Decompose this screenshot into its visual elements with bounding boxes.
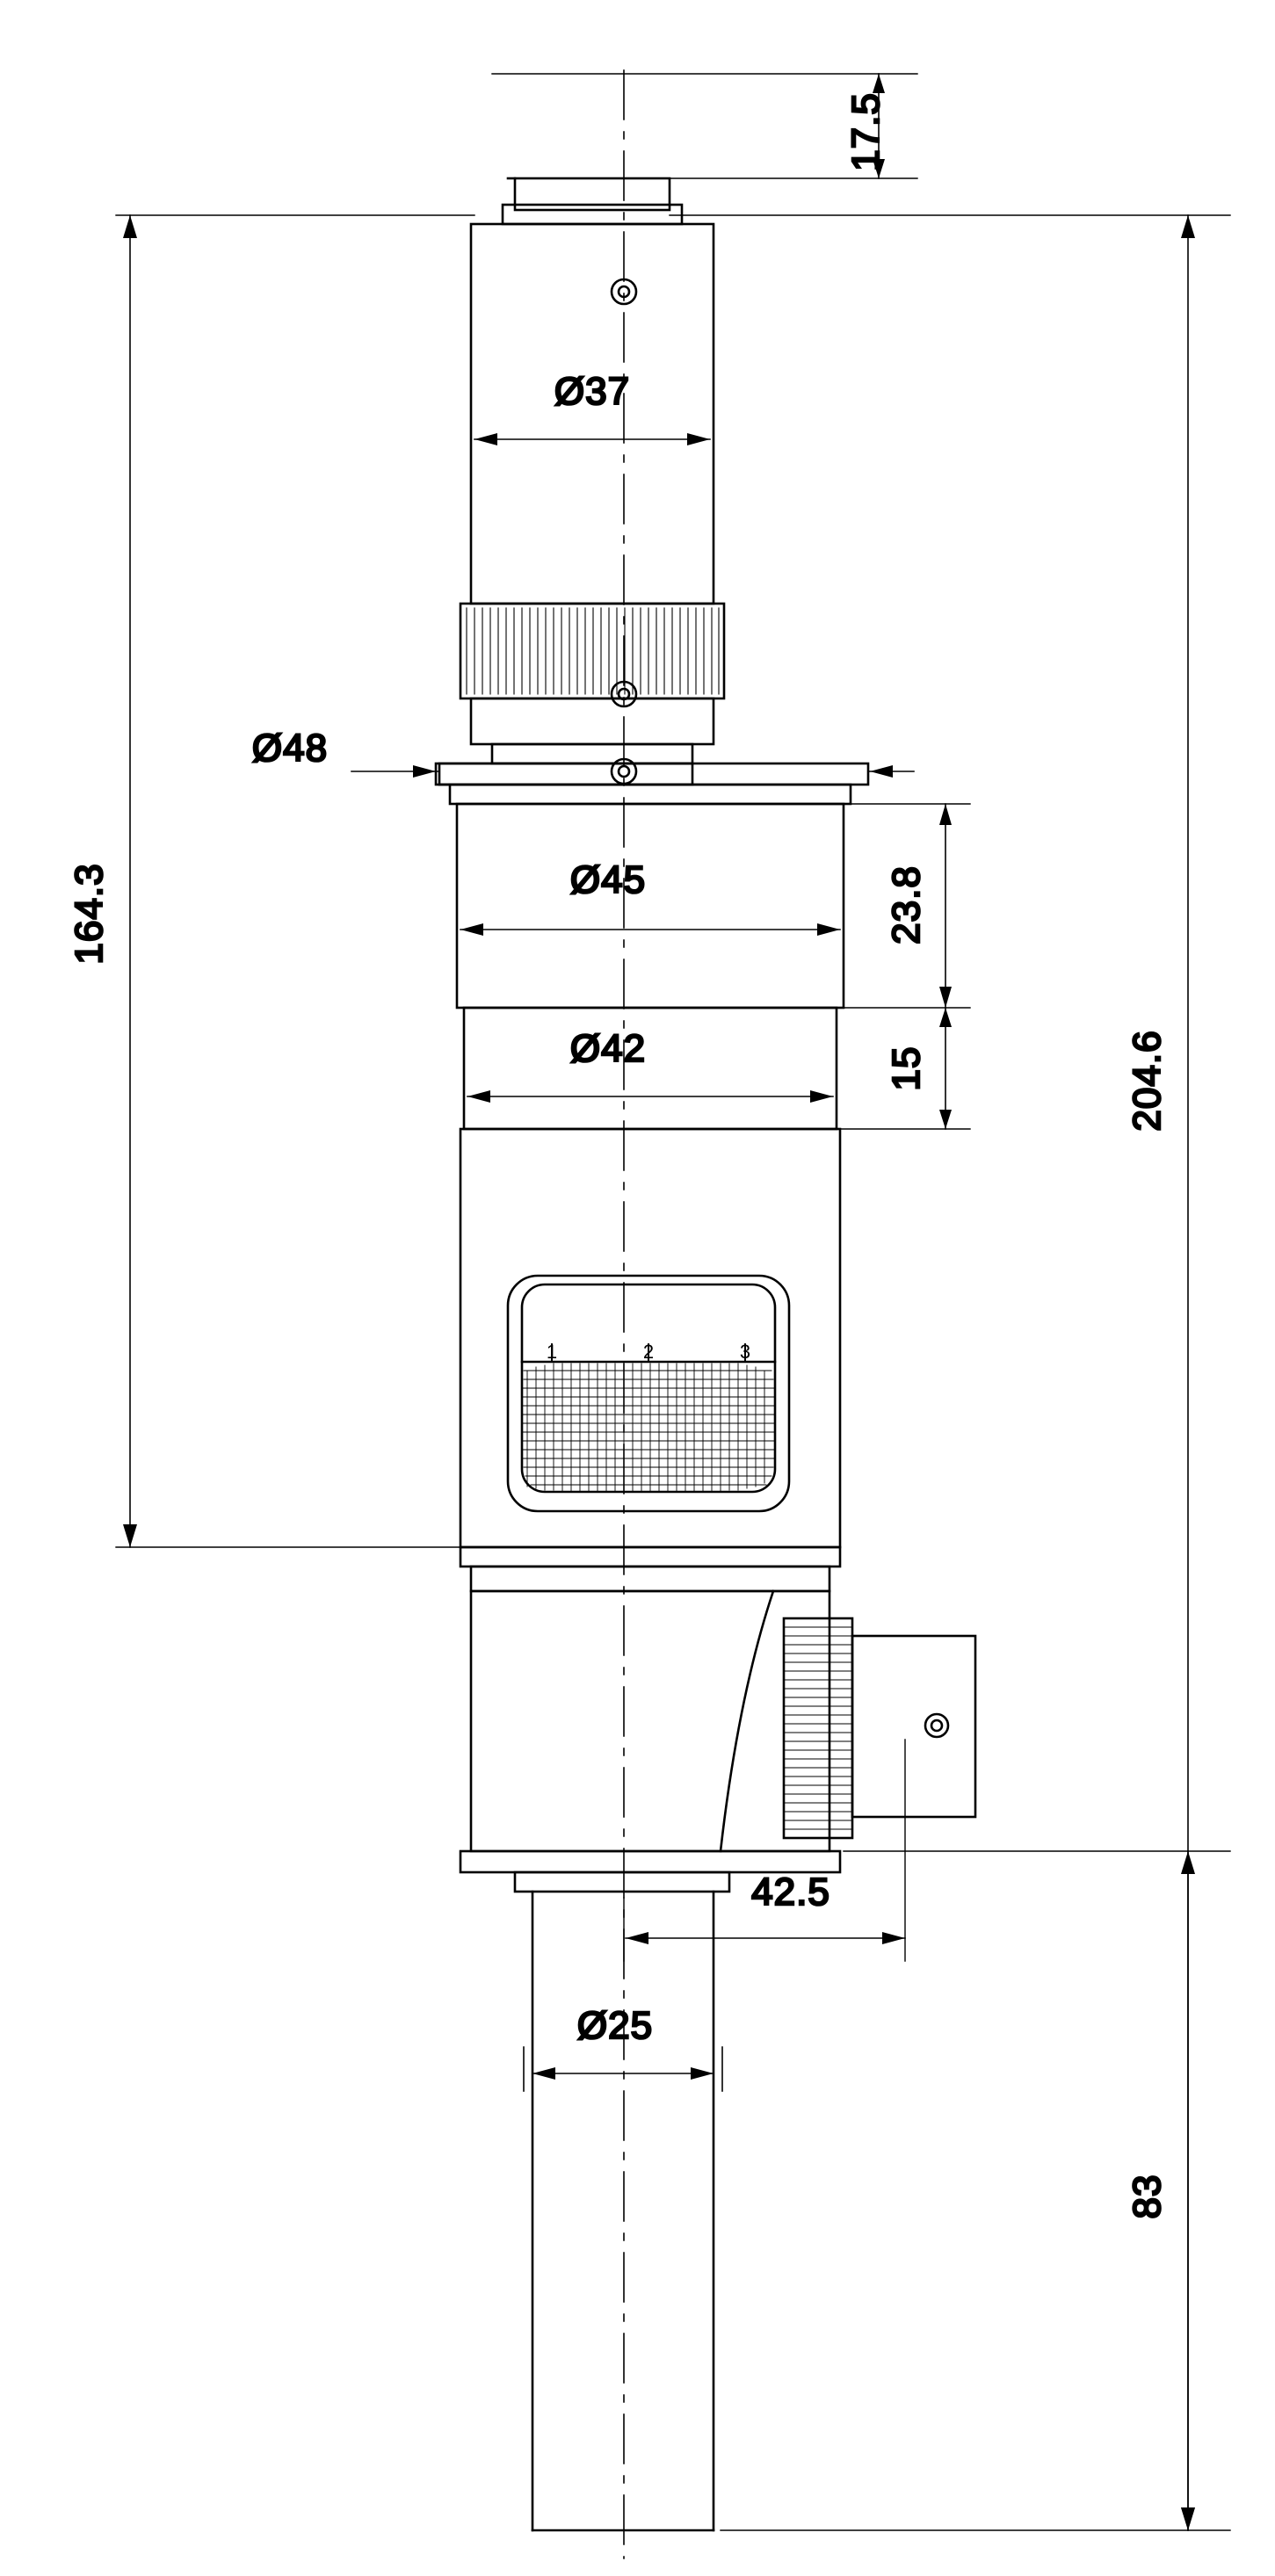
section-45 <box>450 785 851 1008</box>
mid-collar <box>471 698 714 763</box>
dim-42-5-label: 42.5 <box>751 1870 830 1914</box>
dim-d45-label: Ø45 <box>569 858 647 901</box>
scale-hatch <box>522 1364 775 1491</box>
dim-42-5 <box>626 1932 905 1944</box>
scale-label-1: 1 <box>546 1341 558 1363</box>
dim-d37 <box>475 433 710 445</box>
dim-15 <box>939 1008 952 1129</box>
flange-48-plate <box>436 763 868 785</box>
top-flange <box>503 205 682 224</box>
extension-lines <box>116 74 1230 2530</box>
prism-housing <box>471 1591 829 1851</box>
dim-23-8-label: 23.8 <box>885 865 928 944</box>
dim-d37-label: Ø37 <box>554 370 631 413</box>
dim-164-3-label: 164.3 <box>68 863 111 965</box>
dim-23-8 <box>939 804 952 1008</box>
dim-d25 <box>524 2047 722 2091</box>
side-knob <box>784 1618 852 1838</box>
knurled-ring-upper <box>460 604 724 698</box>
section-42 <box>464 1008 837 1129</box>
dim-83 <box>1181 1851 1195 2530</box>
dim-d42-label: Ø42 <box>569 1027 647 1070</box>
knurl-hatch-upper <box>467 608 719 694</box>
scale-label-3: 3 <box>739 1341 751 1363</box>
dim-83-label: 83 <box>1126 2174 1169 2219</box>
flange-48 <box>439 763 692 785</box>
side-block <box>852 1636 975 1817</box>
dim-d45 <box>460 923 840 936</box>
side-knob-knurl <box>784 1627 852 1829</box>
nose-tube <box>532 1892 714 2530</box>
dim-d48-label: Ø48 <box>251 727 329 770</box>
dim-d25-label: Ø25 <box>576 2004 654 2047</box>
scale-label-2: 2 <box>642 1341 655 1363</box>
lower-shoulder <box>460 1547 840 1591</box>
dim-204-6-label: 204.6 <box>1126 1030 1169 1132</box>
upper-barrel <box>471 224 714 604</box>
dim-d42 <box>467 1090 833 1103</box>
dim-164-3 <box>123 215 137 1547</box>
dim-15-label: 15 <box>885 1046 928 1091</box>
dim-17-5-label: 17.5 <box>844 92 887 171</box>
